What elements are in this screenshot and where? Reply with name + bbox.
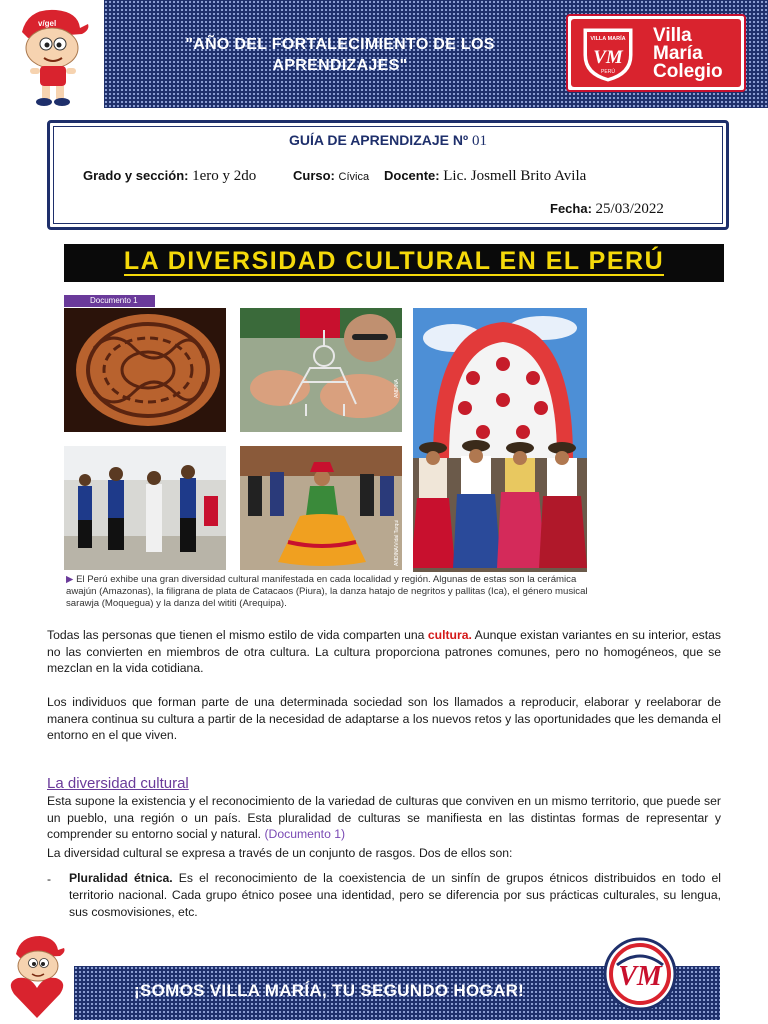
document-tag: Documento 1 <box>64 295 155 307</box>
sarawja-image <box>240 446 402 570</box>
footer-motto: ¡SOMOS VILLA MARÍA, TU SEGUNDO HOGAR! <box>134 981 525 1000</box>
school-name <box>653 27 723 81</box>
paragraph-cultura <box>47 627 721 677</box>
fecha-value: 25/03/2022 <box>595 201 664 217</box>
svg-text:ANDINA/Vidal Tarqui: ANDINA/Vidal Tarqui <box>394 519 400 566</box>
wititi-dance-image <box>413 308 587 572</box>
svg-text:VILLA MARÍA: VILLA MARÍA <box>590 36 626 42</box>
svg-text:PERÚ: PERÚ <box>601 69 615 75</box>
school-name-line1: Villa <box>653 25 692 46</box>
bullet-description: Es el reconocimiento de la coexistencia de un sinfín de grupos étnicos distribuidos en todo el territorio nacional. Cada grupo étnico posee una identidad, pero se diferencia por sus prácticas culturales, su lengua, sus cosmovisiones, etc. <box>69 871 722 919</box>
caption-marker-icon: ▶ <box>66 574 74 585</box>
photo-danza-wititi <box>413 308 587 572</box>
photo-filigrana-catacaos <box>240 308 402 432</box>
grado-value: 1ero y 2do <box>192 168 257 184</box>
paragraph-diversidad <box>47 793 721 843</box>
footer-school-logo-icon <box>603 937 677 1011</box>
year-motto-line2: APRENDIZAJES" <box>272 57 408 74</box>
school-name-line2: María <box>653 43 703 64</box>
curso-label: Curso: <box>293 168 335 183</box>
year-motto-line1: "AÑO DEL FORTALECIMIENTO DE LOS <box>185 36 495 53</box>
bullet-term: Pluralidad étnica. <box>69 871 173 885</box>
caption-text: El Perú exhibe una gran diversidad cultural manifestada en cada localidad y región. Algunas de estas son la cerámica awajún (Amazonas), la filigrana de plata de Catacaos (Piura), la danza hatajo de negritos y pallitas (Ica), el género musical sarawja (Moquegua) y la danza del wititi (Arequipa). <box>66 574 588 609</box>
guide-title-label: GUÍA DE APRENDIZAJE Nº <box>289 132 469 148</box>
svg-text:VM: VM <box>593 47 623 68</box>
photo-sarawja <box>240 446 402 570</box>
docente-label: Docente: <box>384 168 440 183</box>
photo-ceramica-awajun <box>64 308 226 432</box>
paragraph-diversidad-text: Esta supone la existencia y el reconocimiento de la variedad de culturas que conviven en un mismo territorio, que puede ser un pueblo, una región o un país. Esta pluralidad de culturas se manifiesta en las distintas formas de representar y comprender su entorno social y natural. <box>47 794 721 841</box>
docente-value: Lic. Josmell Brito Avila <box>443 168 587 184</box>
section-heading-diversidad: La diversidad cultural <box>47 775 189 792</box>
svg-text:VM: VM <box>618 961 662 992</box>
paragraph-rasgos: La diversidad cultural se expresa a través de un conjunto de rasgos. Dos de ellos son: <box>47 846 513 860</box>
school-shield-icon <box>581 25 635 83</box>
school-logo <box>566 14 746 92</box>
grado-label: Grado y sección: <box>83 168 189 183</box>
filigree-image <box>240 308 402 432</box>
paragraph-cultura-start: Todas las personas que tienen el mismo estilo de vida comparten una <box>47 628 428 642</box>
school-name-line3: Colegio <box>653 61 723 82</box>
main-title: LA DIVERSIDAD CULTURAL EN EL PERÚ <box>123 247 665 275</box>
fecha-field <box>550 201 664 218</box>
mascot-icon <box>8 4 90 108</box>
document-reference: (Documento 1) <box>264 827 346 841</box>
photo-hatajo-negritos <box>64 446 226 570</box>
docente-field <box>384 168 586 185</box>
negritos-dance-image <box>64 446 226 570</box>
grado-field <box>83 168 256 185</box>
mascot-heart-icon <box>6 932 68 1022</box>
svg-text:v/gel: v/gel <box>38 19 57 28</box>
curso-field <box>293 168 369 183</box>
guide-title <box>50 132 726 150</box>
year-motto <box>140 34 540 76</box>
svg-text:ANDINA: ANDINA <box>394 379 400 398</box>
paragraph-individuos: Los individuos que forman parte de una determinada sociedad son los llamados a reproducir, elaborar y reelaborar de manera continua su cultura a partir de la necesidad de adaptarse a los nuevos retos y las oportunidades que les demanda el entorno en el que viven. <box>47 695 721 742</box>
collage-caption <box>66 574 590 610</box>
bullet-pluralidad-etnica <box>69 870 721 921</box>
cultura-highlight: cultura. <box>427 628 472 642</box>
guide-number: 01 <box>472 133 487 149</box>
fecha-label: Fecha: <box>550 201 592 216</box>
curso-value: Cívica <box>338 171 370 183</box>
ceramic-plate-image <box>64 308 226 432</box>
main-title-banner <box>64 244 724 282</box>
guide-info-box <box>47 120 729 230</box>
bullet-dash: - <box>47 872 52 886</box>
paragraph-cultura-end: Aunque existan variantes en su interior, estas no las convierten en miembros de otra cultura. La cultura proporciona patrones comunes, pero no homogéneos, que se mezclan en la vida cotidiana. <box>47 628 722 675</box>
